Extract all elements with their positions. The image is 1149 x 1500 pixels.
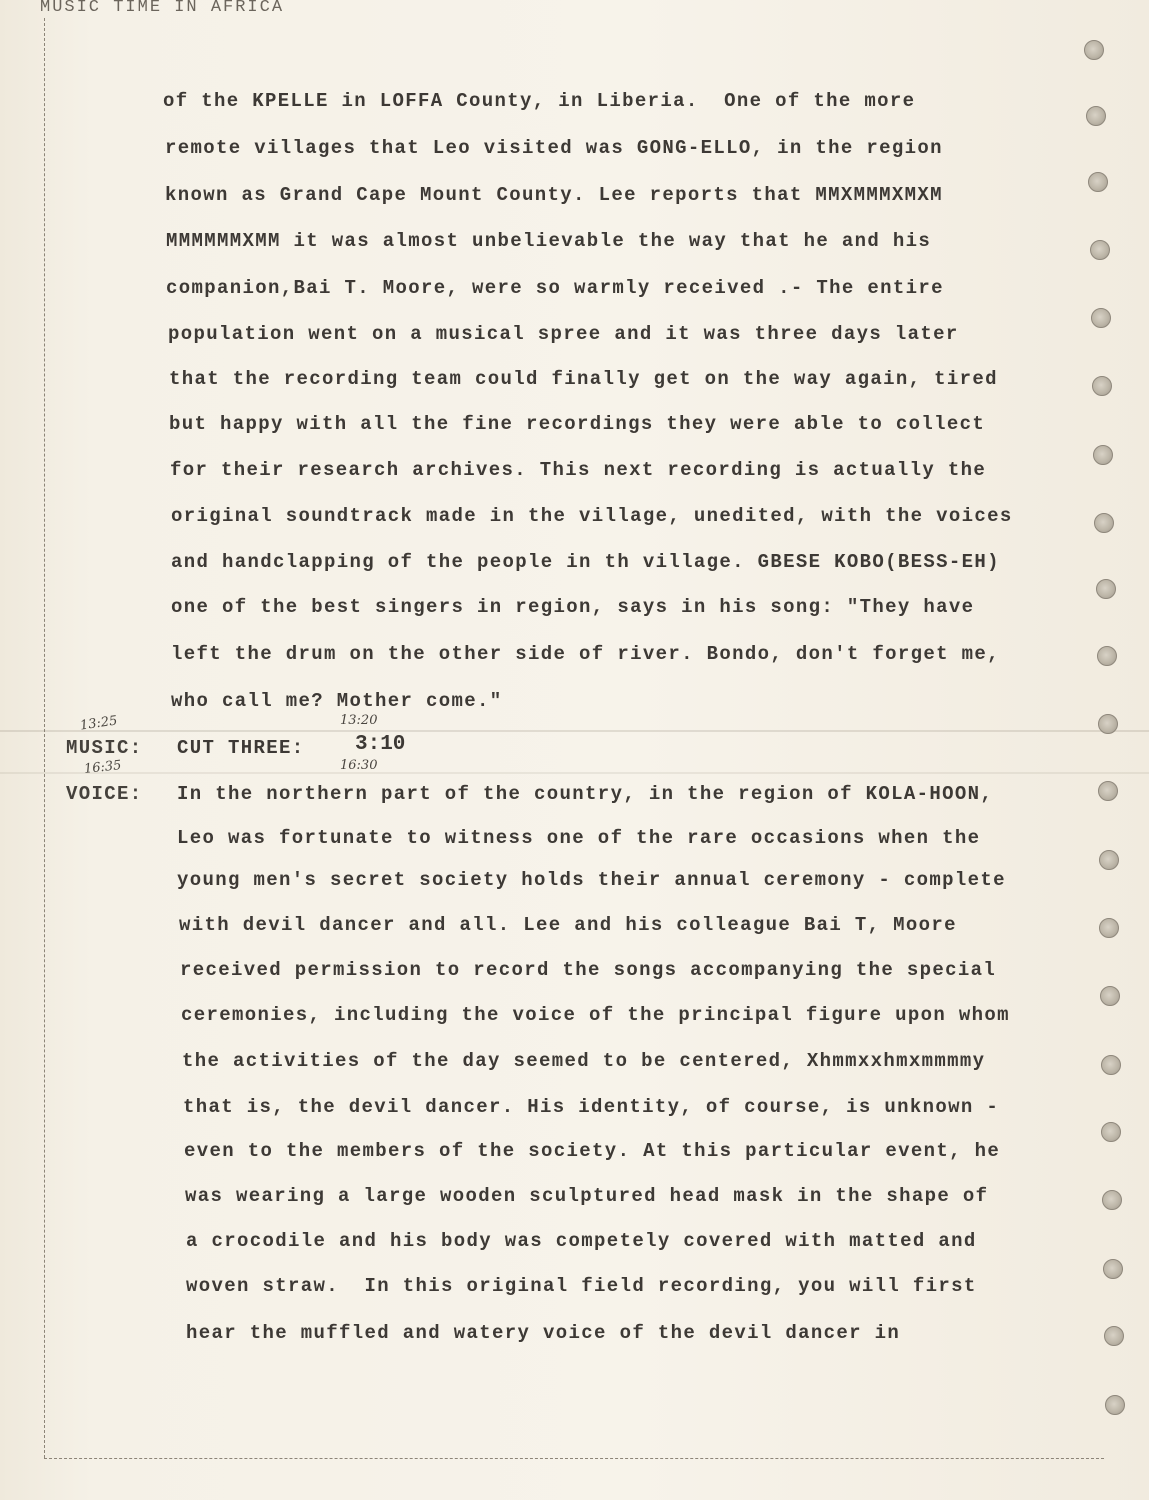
text-line: companion,Bai T. Moore, were so warmly received .- The entire: [166, 277, 944, 299]
handwritten-time-note: 13:20: [340, 713, 378, 728]
text-line: and handclapping of the people in th village. GBESE KOBO(BESS-EH): [171, 551, 1000, 573]
punch-hole: [1098, 781, 1118, 801]
left-margin-rule: [44, 18, 45, 1458]
punch-hole: [1090, 240, 1110, 260]
punch-hole: [1100, 986, 1120, 1006]
running-header: MUSIC TIME IN AFRICA: [40, 0, 285, 17]
voice-label: VOICE:: [66, 783, 143, 805]
punch-hole: [1097, 646, 1117, 666]
punch-hole: [1102, 1190, 1122, 1210]
text-line: young men's secret society holds their annual ceremony - complete: [177, 869, 1006, 891]
text-line: population went on a musical spree and it was three days later: [168, 323, 959, 345]
punch-hole: [1104, 1326, 1124, 1346]
text-line: was wearing a large wooden sculptured head mask in the shape of: [185, 1185, 989, 1207]
punch-hole: [1091, 308, 1111, 328]
punch-hole: [1098, 714, 1118, 734]
text-line: of the KPELLE in LOFFA County, in Liberia. One of the more: [163, 90, 916, 112]
music-label: MUSIC:: [66, 737, 143, 759]
text-line: woven straw. In this original field recording, you will first: [186, 1275, 977, 1297]
punch-hole: [1101, 1122, 1121, 1142]
text-line: In the northern part of the country, in the region of KOLA-HOON,: [177, 783, 994, 805]
punch-hole: [1099, 918, 1119, 938]
text-line: for their research archives. This next recording is actually the: [170, 459, 987, 481]
punch-hole: [1092, 376, 1112, 396]
handwritten-time-note: 13:25: [79, 713, 119, 734]
text-line: that is, the devil dancer. His identity, of course, is unknown -: [183, 1096, 1000, 1118]
text-line: with devil dancer and all. Lee and his colleague Bai T, Moore: [179, 914, 957, 936]
text-line: one of the best singers in region, says in his song: "They have: [171, 596, 975, 618]
punch-hole: [1094, 513, 1114, 533]
fold-crease: [0, 772, 1149, 774]
text-line: left the drum on the other side of river. Bondo, don't forget me,: [171, 643, 1000, 665]
text-line: even to the members of the society. At this particular event, he: [184, 1140, 1001, 1162]
cut-duration: 3:10: [355, 733, 406, 756]
text-line: ceremonies, including the voice of the principal figure upon whom: [181, 1004, 1010, 1026]
punch-hole: [1088, 172, 1108, 192]
text-line: remote villages that Leo visited was GONG-ELLO, in the region: [165, 137, 943, 159]
text-line: known as Grand Cape Mount County. Lee reports that MMXMMMXMXM: [165, 184, 943, 206]
punch-hole: [1105, 1395, 1125, 1415]
text-line: MMMMMMXMM it was almost unbelievable the way that he and his: [166, 230, 932, 252]
fold-crease: [0, 730, 1149, 732]
text-line: Leo was fortunate to witness one of the rare occasions when the: [177, 827, 981, 849]
handwritten-time-note: 16:30: [340, 758, 378, 773]
text-line: the activities of the day seemed to be centered, Xhmmxxhmxmmmmy: [182, 1050, 986, 1072]
text-line: but happy with all the fine recordings they were able to collect: [169, 413, 986, 435]
punch-hole: [1103, 1259, 1123, 1279]
cut-label: CUT THREE:: [177, 737, 305, 759]
bottom-tear-line: [44, 1458, 1104, 1459]
punch-hole: [1093, 445, 1113, 465]
text-line: hear the muffled and watery voice of the devil dancer in: [186, 1322, 901, 1344]
text-line: that the recording team could finally get on the way again, tired: [169, 368, 998, 390]
punch-hole: [1086, 106, 1106, 126]
punch-hole: [1099, 850, 1119, 870]
text-line: a crocodile and his body was competely covered with matted and: [186, 1230, 977, 1252]
text-line: received permission to record the songs accompanying the special: [180, 959, 997, 981]
text-line: original soundtrack made in the village, unedited, with the voices: [171, 505, 1013, 527]
punch-hole: [1101, 1055, 1121, 1075]
punch-hole: [1084, 40, 1104, 60]
text-line: who call me? Mother come.": [171, 690, 503, 712]
handwritten-time-note: 16:35: [83, 758, 123, 777]
punch-hole: [1096, 579, 1116, 599]
